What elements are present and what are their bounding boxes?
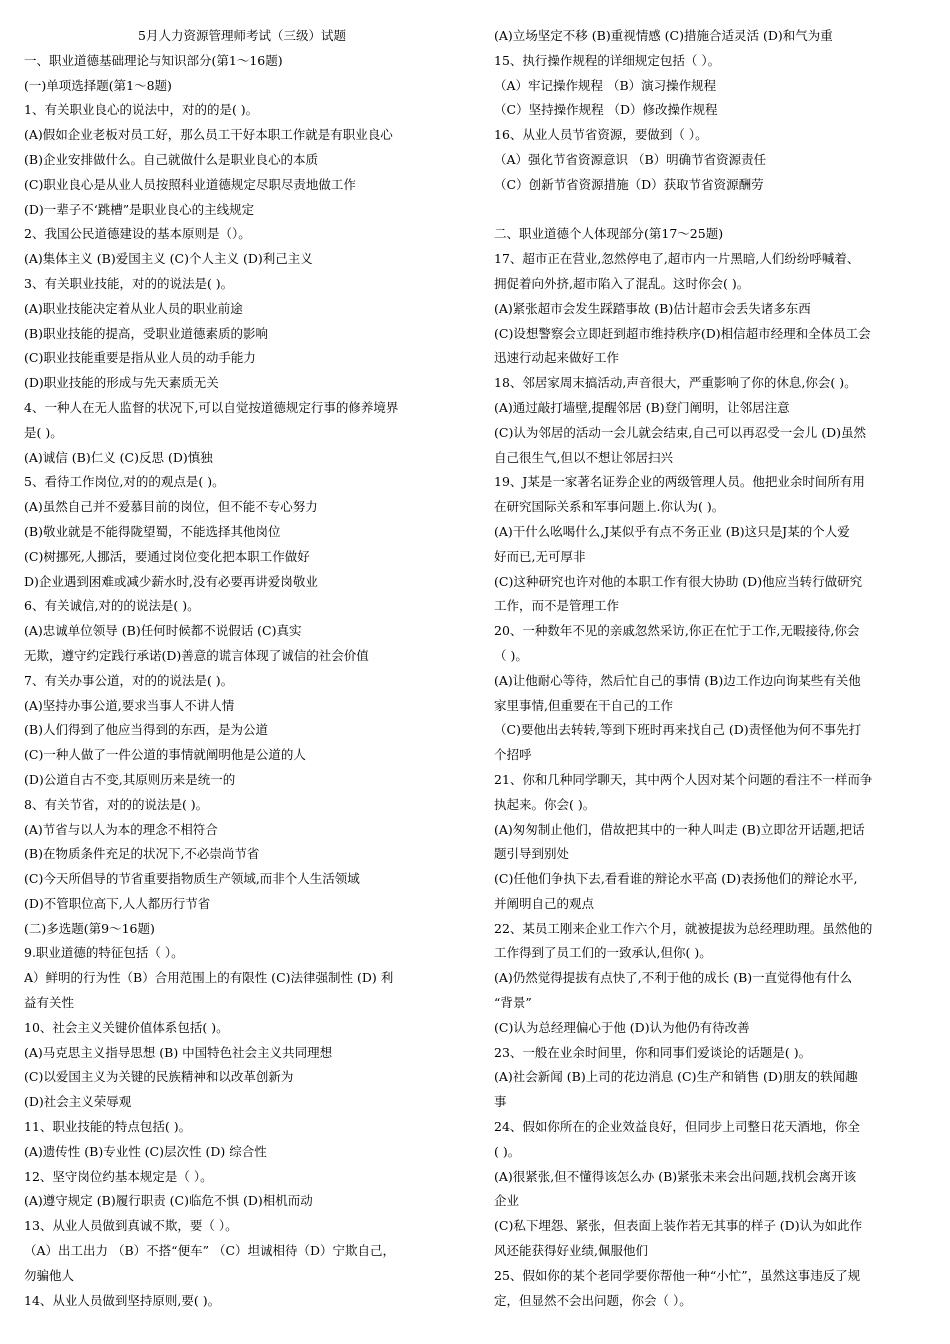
text-line: (B)人们得到了他应当得到的东西，是为公道 (24, 722, 268, 738)
text-line: 5、看待工作岗位,对的的观点是( )。 (24, 474, 225, 490)
text-line: (A)让他耐心等待，然后忙自己的事情 (B)边工作边向询某些有关他 (494, 672, 861, 688)
text-line: (C)认为总经理偏心于他 (D)认为他仍有待改善 (494, 1019, 750, 1035)
text-line: （ )。 (494, 647, 528, 663)
text-line: (B)职业技能的提高，受职业道德素质的影响 (24, 325, 268, 341)
text-line: 14、从业人员做到坚持原则,要( )。 (24, 1292, 221, 1308)
text-line: 18、邻居家周末搞活动,声音很大，严重影响了你的休息,你会( )。 (494, 375, 857, 391)
text-line: 13、从业人员做到真诚不欺，要（ ）。 (24, 1218, 238, 1234)
text-line: 9.职业道德的特征包括（ ）。 (24, 945, 184, 961)
text-line: (C)一种人做了一件公道的事情就阐明他是公道的人 (24, 747, 306, 763)
text-line: （C)要他出去转转,等到下班时再来找自己 (D)责怪他为何不事先打 (494, 722, 862, 738)
text-line: 好而已,无可厚非 (494, 548, 586, 564)
text-line: （C）创新节省资源措施（D）获取节省资源酬劳 (494, 176, 764, 192)
text-line: (D)不管职位高下,人人都历行节省 (24, 895, 211, 911)
text-line: 21、你和几种同学聊天，其中两个人因对某个问题的看注不一样而争 (494, 771, 873, 787)
text-line: (C)树挪死,人挪活，要通过岗位变化把本职工作做好 (24, 548, 310, 564)
text-line: 15、执行操作规程的详细规定包括（ ）。 (494, 52, 721, 68)
text-line: (B)敬业就是不能得陇望蜀，不能选择其他岗位 (24, 523, 281, 539)
text-line: 题引导到别处 (494, 846, 570, 862)
text-line: 25、假如你的某个老同学要你帮他一种“小忙”，虽然这事违反了规 (494, 1267, 861, 1283)
text-line: 11、职业技能的特点包括( )。 (24, 1119, 192, 1135)
text-line: (A)通过敲打墙壁,提醒邻居 (B)登门阐明，让邻居注意 (494, 399, 790, 415)
text-line: 6、有关诚信,对的的说法是( )。 (24, 598, 200, 614)
text-line: 个招呼 (494, 747, 532, 763)
left-column (24, 24, 460, 1313)
text-line: （A）强化节省资源意识 （B）明确节省资源责任 (494, 151, 767, 167)
text-line: 事 (494, 1094, 507, 1110)
text-line: (A)社会新闻 (B)上司的花边消息 (C)生产和销售 (D)朋友的轶闻趣 (494, 1069, 858, 1085)
text-line: 并阐明自己的观点 (494, 895, 595, 911)
text-line: 16、从业人员节省资源，要做到（ ）。 (494, 127, 708, 143)
text-line: (A)遗传性 (B)专业性 (C)层次性 (D) 综合性 (24, 1143, 267, 1159)
text-line: (A)诚信 (B)仁义 (C)反思 (D)慎独 (24, 449, 213, 465)
text-line: (A)职业技能决定着从业人员的职业前途 (24, 300, 243, 316)
text-line: (C)设想警察会立即赶到超市维持秩序(D)相信超市经理和全体员工会 (494, 325, 871, 341)
text-line: 20、一种数年不见的亲戚忽然采访,你正在忙于工作,无暇接待,你会 (494, 623, 860, 639)
text-line: (D)一辈子不‘跳槽”是职业良心的主线规定 (24, 201, 255, 217)
text-line: (A)仍然觉得提拔有点快了,不利于他的成长 (B)一直觉得他有什么 (494, 970, 853, 986)
text-line: 风还能获得好业绩,佩服他们 (494, 1243, 648, 1259)
text-line: (B)在物质条件充足的状况下,不必崇尚节省 (24, 846, 260, 862)
right-column (494, 24, 928, 1313)
text-line: 工作得到了员工们的一致承认,但你( )。 (494, 945, 712, 961)
text-line: A）鲜明的行为性（B）合用范围上的有限性 (C)法律强制性 (D) 利 (24, 970, 394, 986)
text-line: 无欺，遵守约定践行承诺(D)善意的谎言体现了诚信的社会价值 (24, 647, 369, 663)
text-line: （A）牢记操作规程 （B）演习操作规程 (494, 77, 717, 93)
text-line: (A)干什么吆喝什么,J某似乎有点不务正业 (B)这只是J某的个人爱 (494, 523, 850, 539)
text-line: (C)这种研究也许对他的本职工作有很大协助 (D)他应当转行做研究 (494, 573, 863, 589)
text-line: 3、有关职业技能，对的的说法是( )。 (24, 275, 234, 291)
text-line: 22、某员工刚来企业工作六个月，就被提拔为总经理助理。虽然他的 (494, 920, 873, 936)
text-line: 在研究国际关系和军事问题上.你认为( )。 (494, 499, 725, 515)
text-line: 益有关性 (24, 995, 75, 1011)
text-line: (A)马克思主义指导思想 (B) 中国特色社会主义共同理想 (24, 1044, 333, 1060)
text-line: (C)职业技能重要是指从业人员的动手能力 (24, 350, 256, 366)
text-line: (D)公道自古不变,其原则历来是统一的 (24, 771, 236, 787)
text-line: (A)很紧张,但不懂得该怎么办 (B)紧张未来会出问题,找机会离开该 (494, 1168, 857, 1184)
exam-title: 5月人力资源管理师考试（三级）试题 (138, 28, 346, 43)
text-line: （A）出工出力 （B）不搭“便车” （C）坦诚相待（D）宁欺自己， (24, 1243, 396, 1259)
text-line: (一)单项选择题(第1～8题) (24, 77, 172, 93)
text-line: 24、假如你所在的企业效益良好，但同步上司整日花天酒地，你全 (494, 1119, 860, 1135)
text-line: (D)社会主义荣辱观 (24, 1094, 132, 1110)
text-line: (C)以爱国主义为关键的民族精神和以改革创新为 (24, 1069, 294, 1085)
text-line: (C)今天所倡导的节省重要指物质生产领域,而非个人生活领域 (24, 871, 360, 887)
text-line: 定，但显然不会出问题，你会（ ）。 (494, 1292, 692, 1308)
text-line: 二、职业道德个人体现部分(第17～25题) (494, 226, 724, 242)
text-line: 23、一般在业余时间里，你和同事们爱谈论的话题是( )。 (494, 1044, 812, 1060)
text-line: (C)任他们争执下去,看看谁的辩论水平高 (D)表扬他们的辩论水平, (494, 871, 858, 887)
text-line: ( )。 (494, 1143, 521, 1159)
text-line: 勿骗他人 (24, 1267, 75, 1283)
text-line: 4、一种人在无人监督的状况下,可以自觉按道德规定行事的修养境界 (24, 399, 399, 415)
text-line: 自己很生气,但以不想让邻居扫兴 (494, 449, 673, 465)
text-line: 一、职业道德基础理论与知识部分(第1～16题) (24, 52, 283, 68)
text-line: 12、坚守岗位约基本规定是（ ）。 (24, 1168, 213, 1184)
text-line: (A)假如企业老板对员工好，那么员工干好本职工作就是有职业良心 (24, 127, 393, 143)
text-line: 工作，而不是管理工作 (494, 598, 620, 614)
text-line: (C)私下埋怨、紧张，但表面上装作若无其事的样子 (D)认为如此作 (494, 1218, 863, 1234)
text-line: 是( )。 (24, 424, 63, 440)
text-line: (A)紧张超市会发生踩踏事故 (B)估计超市会丢失诸多东西 (494, 300, 811, 316)
text-line: 2、我国公民道德建设的基本原则是（）。 (24, 226, 251, 242)
text-line: 10、社会主义关键价值体系包括( )。 (24, 1019, 229, 1035)
text-line: 执起来。你会( )。 (494, 796, 596, 812)
text-line: 迅速行动起来做好工作 (494, 350, 620, 366)
text-line: (A)虽然自己并不爱慕目前的岗位，但不能不专心努力 (24, 499, 318, 515)
text-line: 拥促着向外挤,超市陷入了混乱。这时你会( )。 (494, 275, 750, 291)
text-line: 家里事情,但重要在干自己的工作 (494, 697, 673, 713)
text-line: (A)坚持办事公道,要求当事人不讲人情 (24, 697, 235, 713)
text-line: (A)立场坚定不移 (B)重视情感 (C)措施合适灵活 (D)和气为重 (494, 28, 833, 43)
text-line: (二)多选题(第9～16题) (24, 920, 155, 936)
text-line: 1、有关职业良心的说法中，对的的是( )。 (24, 102, 259, 118)
text-line: (A)节省与以人为本的理念不相符合 (24, 821, 218, 837)
text-line: (A)匆匆制止他们，借故把其中的一种人叫走 (B)立即岔开话题,把话 (494, 821, 865, 837)
blank-line (494, 198, 928, 223)
text-line: (C)职业良心是从业人员按照科业道德规定尽职尽责地做工作 (24, 176, 356, 192)
text-line: 7、有关办事公道，对的的说法是( )。 (24, 672, 234, 688)
text-line: （C）坚持操作规程 （D）修改操作规程 (494, 102, 718, 118)
text-line: (B)企业安排做什么。自己就做什么是职业良心的本质 (24, 151, 318, 167)
text-line: “背景” (494, 995, 532, 1011)
text-line: D)企业遇到困难或减少薪水时,没有必要再讲爱岗敬业 (24, 573, 318, 589)
text-line: 19、J某是一家著名证券企业的两级管理人员。他把业余时间所有用 (494, 474, 865, 490)
text-line: (C)认为邻居的活动一会儿就会结束,自己可以再忍受一会儿 (D)虽然 (494, 424, 867, 440)
text-line: 企业 (494, 1193, 520, 1209)
text-line: (A)忠诚单位领导 (B)任何时候都不说假话 (C)真实 (24, 623, 302, 639)
text-line: (A)集体主义 (B)爱国主义 (C)个人主义 (D)利己主义 (24, 251, 313, 267)
text-line: (D)职业技能的形成与先天素质无关 (24, 375, 219, 391)
text-line: 8、有关节省，对的的说法是( )。 (24, 796, 209, 812)
text-line: 17、超市正在营业,忽然停电了,超市内一片黑暗,人们纷纷呼喊着、 (494, 251, 860, 267)
text-line: (A)遵守规定 (B)履行职责 (C)临危不惧 (D)相机而动 (24, 1193, 313, 1209)
